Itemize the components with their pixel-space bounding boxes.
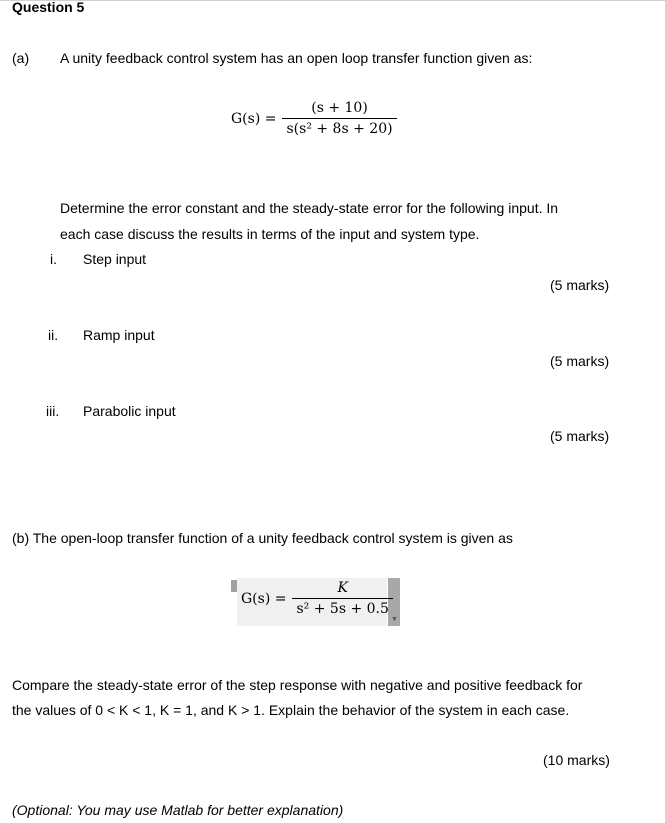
instruction-line-2: each case discuss the results in terms of the input and system type. [60, 226, 480, 242]
part-a-label: (a) [12, 50, 30, 66]
item-num: iii. [46, 403, 60, 419]
item-label: Step input [83, 251, 147, 267]
equation-numerator: K [337, 580, 348, 596]
equation-lhs: G(s) = [231, 110, 277, 127]
optional-note: (Optional: You may use Matlab for better explanation) [12, 802, 344, 818]
chevron-down-icon: ▼ [391, 616, 398, 623]
item-marks: (5 marks) [550, 277, 610, 293]
equation-a [231, 100, 397, 137]
instruction-line-1: Determine the error constant and the steady-state error for the following input. In [60, 200, 559, 216]
equation-numerator: (s + 10) [311, 100, 368, 116]
top-divider [0, 0, 665, 1]
part-b-marks: (10 marks) [543, 752, 610, 768]
item-marks: (5 marks) [550, 353, 610, 369]
part-b-text-line-2: the values of 0 < K < 1, K = 1, and K > 1. Explain the behavior of the system in each case. [12, 702, 570, 718]
part-b-intro: (b) The open-loop transfer function of a unity feedback control system is given as [12, 530, 513, 546]
item-num: i. [50, 251, 57, 267]
equation-b [241, 580, 393, 617]
item-label: Ramp input [83, 327, 155, 343]
item-num: ii. [48, 327, 59, 343]
equation-denominator: s(s² + 8s + 20) [282, 118, 396, 137]
question-title: Question 5 [12, 0, 85, 15]
equation-denominator: s² + 5s + 0.5 [292, 598, 392, 617]
equation-lhs: G(s) = [241, 590, 287, 607]
part-a-intro: A unity feedback control system has an open loop transfer function given as: [60, 50, 533, 66]
part-b-text-line-1: Compare the steady-state error of the step response with negative and positive feedback for [12, 677, 583, 693]
item-label: Parabolic input [83, 403, 176, 419]
item-marks: (5 marks) [550, 428, 610, 444]
